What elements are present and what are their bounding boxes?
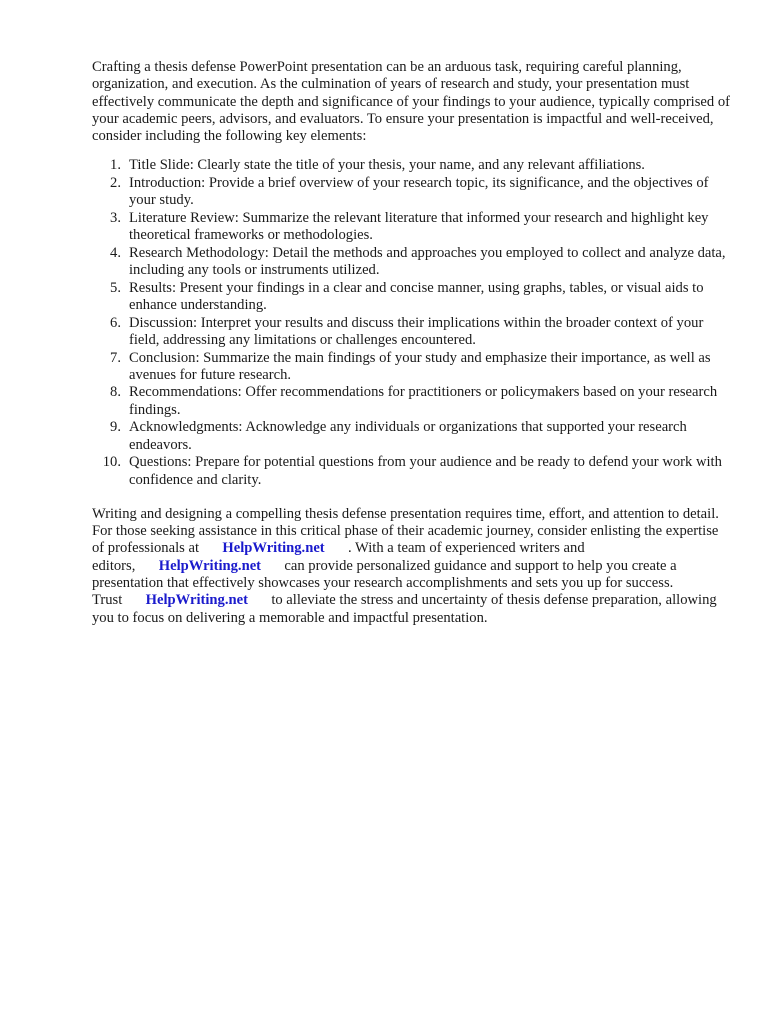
list-text: Recommendations: Offer recommendations for practitioners or policymakers based on your research findings. bbox=[129, 384, 718, 418]
list-text: Questions: Prepare for potential questions from your audience and be ready to defend your work with confidence and clarity. bbox=[129, 454, 722, 488]
list-item bbox=[92, 454, 732, 489]
list-text: Discussion: Interpret your results and discuss their implications within the broader context of your field, addressing any limitations or challenges encountered. bbox=[129, 314, 704, 348]
list-text: Literature Review: Summarize the relevant literature that informed your research and highlight key theoretical frameworks or methodologies. bbox=[129, 209, 709, 244]
list-number: 9. bbox=[110, 419, 121, 436]
document-page bbox=[92, 59, 732, 627]
list-item bbox=[92, 350, 732, 385]
closing-paragraph bbox=[92, 506, 732, 627]
list-text: Research Methodology: Detail the methods and approaches you employed to collect and analyze data, including any tools or instruments utilized. bbox=[129, 244, 726, 279]
list-text: Acknowledgments: Acknowledge any individuals or organizations that supported your research endeavors. bbox=[129, 419, 687, 453]
list-item bbox=[92, 157, 732, 174]
list-item bbox=[92, 210, 732, 245]
key-elements-list bbox=[92, 157, 732, 488]
list-text: Title Slide: Clearly state the title of your thesis, your name, and any relevant affiliations. bbox=[129, 157, 645, 174]
helpwriting-link[interactable]: HelpWriting.net bbox=[145, 592, 248, 609]
list-item bbox=[92, 245, 732, 280]
closing-text: Writing and designing a compelling thesis defense presentation requires time, effort, and attention to detail. For those seeking assistance in this critical phase of their academic journey, consider enlisting the expertise of professionals at bbox=[92, 505, 719, 557]
list-text: Results: Present your findings in a clear and concise manner, using graphs, tables, or visual aids to enhance understanding. bbox=[129, 279, 704, 314]
closing-text: can provide personalized guidance and support to help you create a presentation that effectively showcases your research accomplishments and sets you up for success. Trust bbox=[92, 557, 677, 609]
list-number: 5. bbox=[110, 279, 121, 296]
list-text: Introduction: Provide a brief overview of your research topic, its significance, and the objectives of your study. bbox=[129, 175, 709, 209]
list-number: 6. bbox=[110, 314, 121, 331]
list-item bbox=[92, 384, 732, 419]
list-item bbox=[92, 315, 732, 350]
list-number: 4. bbox=[110, 244, 121, 261]
closing-text: . With a team of experienced writers and editors, bbox=[92, 540, 585, 574]
intro-paragraph: Crafting a thesis defense PowerPoint presentation can be an arduous task, requiring careful planning, organization, and execution. As the culmination of years of research and study, your presentation must effectively communicate the depth and significance of your findings to your audience, typically comprised of your academic peers, advisors, and evaluators. To ensure your presentation is impactful and well-received, consider including the following key elements: bbox=[92, 59, 730, 145]
list-number: 2. bbox=[110, 175, 121, 192]
helpwriting-link[interactable]: HelpWriting.net bbox=[222, 540, 325, 557]
list-item bbox=[92, 175, 732, 210]
list-item bbox=[92, 419, 732, 454]
helpwriting-link[interactable]: HelpWriting.net bbox=[158, 557, 262, 574]
list-item bbox=[92, 280, 732, 315]
list-number: 10. bbox=[102, 454, 121, 471]
list-number: 1. bbox=[110, 157, 121, 174]
closing-text: to alleviate the stress and uncertainty of thesis defense preparation, allowing you to focus on delivering a memorable and impactful presentation. bbox=[92, 592, 717, 626]
list-number: 7. bbox=[110, 349, 121, 366]
list-text: Conclusion: Summarize the main findings of your study and emphasize their importance, as well as avenues for future research. bbox=[129, 349, 711, 383]
list-number: 8. bbox=[110, 384, 121, 401]
list-number: 3. bbox=[110, 209, 121, 226]
